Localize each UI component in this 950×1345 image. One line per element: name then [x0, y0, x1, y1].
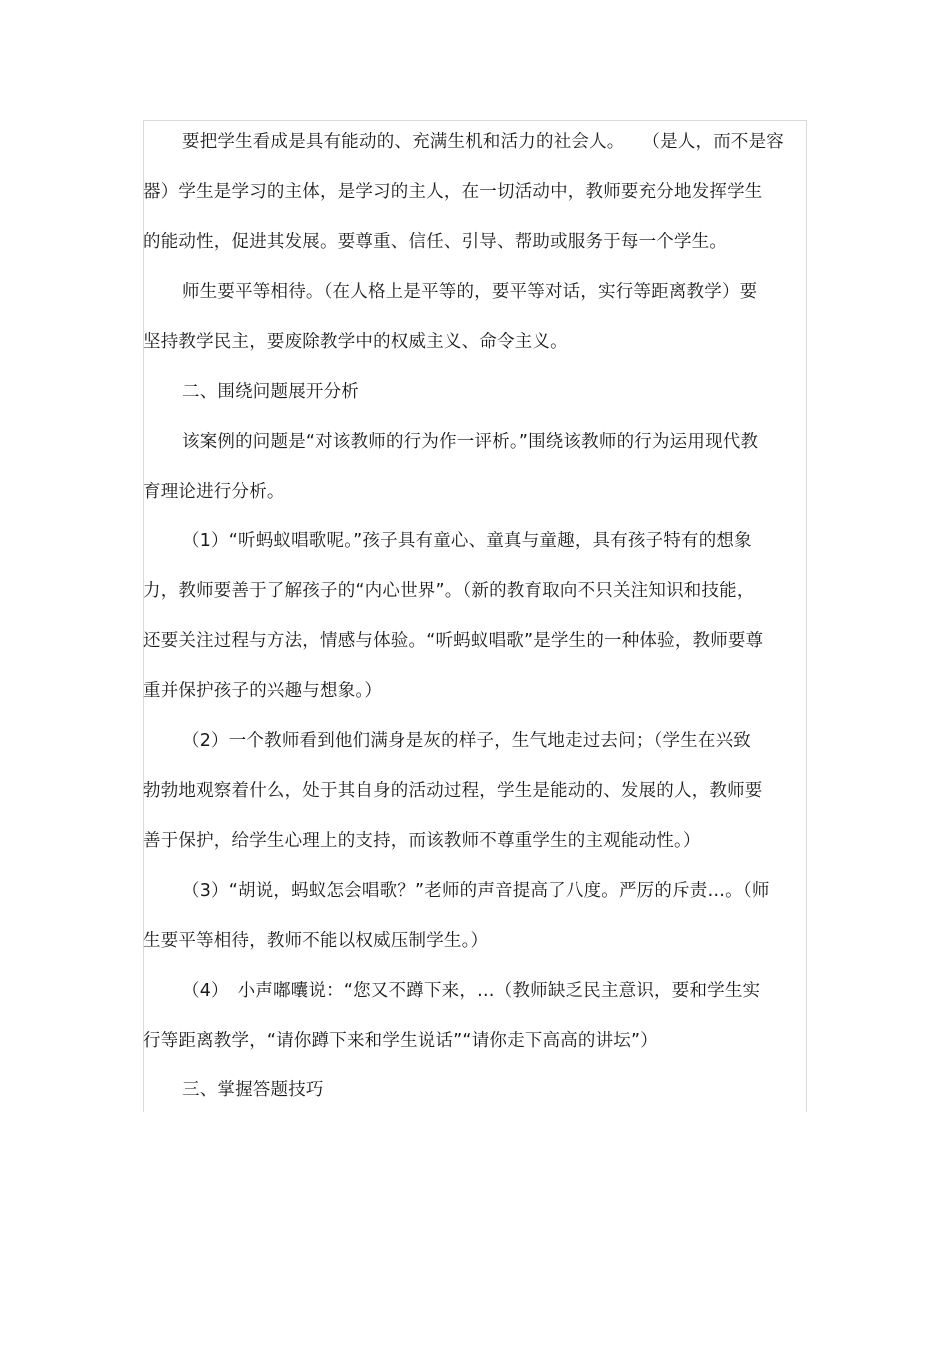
text-line: 的能动性，促进其发展。要尊重、信任、引导、帮助或服务于每一个学生。 — [143, 232, 728, 252]
page-frame — [143, 120, 807, 1112]
text-line: 善于保护，给学生心理上的支持，而该教师不尊重学生的主观能动性。） — [143, 831, 701, 851]
text-line: 要把学生看成是具有能动的、充满生机和活力的社会人。 （是人，而不是容 — [182, 132, 784, 152]
text-line: 生要平等相待，教师不能以权威压制学生。） — [143, 931, 489, 951]
text-line: 重并保护孩子的兴趣与想象。） — [143, 681, 383, 701]
text-line: （2）一个教师看到他们满身是灰的样子，生气地走过去问；（学生在兴致 — [182, 731, 751, 751]
text-line: 坚持教学民主，要废除教学中的权威主义、命令主义。 — [143, 332, 568, 352]
text-line: 行等距离教学，“请你蹲下来和学生说话”“请你走下高高的讲坛”） — [143, 1031, 658, 1051]
section-heading: 二、围绕问题展开分析 — [182, 382, 359, 402]
text-line: 育理论进行分析。 — [143, 482, 285, 502]
text-line: 还要关注过程与方法，情感与体验。“听蚂蚁唱歌”是学生的一种体验，教师要尊 — [143, 631, 764, 651]
text-line: 勃勃地观察着什么，处于其自身的活动过程，学生是能动的、发展的人，教师要 — [143, 781, 763, 801]
text-line: 师生要平等相待。（在人格上是平等的，要平等对话，实行等距离教学）要 — [182, 282, 758, 302]
text-line: 力，教师要善于了解孩子的“内心世界”。（新的教育取向不只关注知识和技能， — [143, 581, 755, 601]
section-heading: 三、掌握答题技巧 — [182, 1080, 324, 1100]
text-line: （1）“听蚂蚁唱歌呢。”孩子具有童心、童真与童趣，具有孩子特有的想象 — [182, 531, 752, 551]
text-line: 该案例的问题是“对该教师的行为作一评析。”围绕该教师的行为运用现代教 — [182, 432, 759, 452]
text-line: （3）“胡说，蚂蚁怎会唱歌？”老师的声音提高了八度。严厉的斥责…。（师 — [182, 881, 770, 901]
text-line: （4） 小声嘟囔说：“您又不蹲下来，…（教师缺乏民主意识，要和学生实 — [182, 981, 761, 1001]
text-line: 器）学生是学习的主体，是学习的主人，在一切活动中，教师要充分地发挥学生 — [143, 182, 763, 202]
